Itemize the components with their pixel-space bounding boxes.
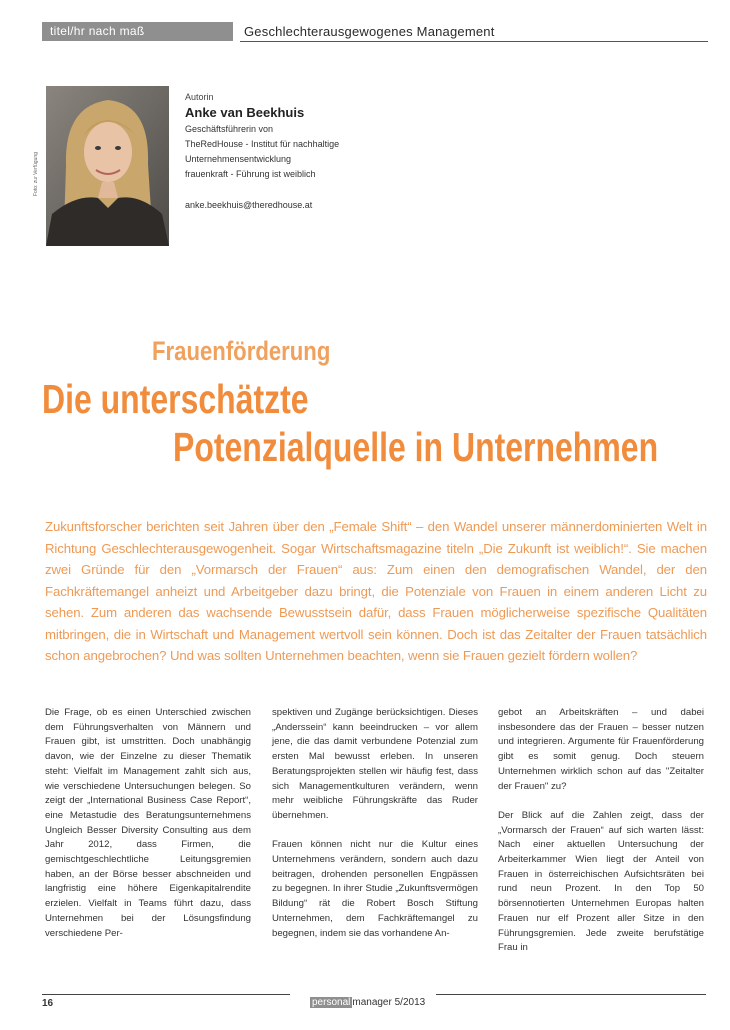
author-initiative: frauenkraft - Führung ist weiblich xyxy=(185,169,316,179)
body-column-1 xyxy=(45,706,251,956)
running-title: Geschlechterausgewogenes Management xyxy=(244,24,495,39)
author-email[interactable]: anke.beekhuis@theredhouse.at xyxy=(185,200,313,210)
kicker: Frauenförderung xyxy=(152,336,331,366)
lead-paragraph: Zukunftsforscher berichten seit Jahren über den „Female Shift“ – den Wandel unserer männerdominierten Welt in Richtung Geschlechterausgewogenheit. Sogar Wirtschaftsmagazine titeln „Die Zukunft ist weiblich!“. Sie machen zwei Gründe für den „Vormarsch der Frauen“ aus: Zum einen den demografischen Wandel, der den Fachkräftemangel anheizt und Arbeitgeber dazu bringt, die Potenziale von Frauen in einem anderen Licht zu sehen. Zum anderen das wachsende Bewusstsein dafür, dass Frauen möglicherweise spezifische Qualitäten mitbringen, die in Wirtschaft und Management wertvoll sein können. Doch ist das Zeitalter der Frauen tatsächlich schon angebrochen? Und was sollten Unternehmen beachten, wenn sie Frauen gezielt fördern wollen? xyxy=(45,519,707,663)
author-institute-cont: Unternehmensentwicklung xyxy=(185,154,292,164)
paragraph: Der Blick auf die Zahlen zeigt, dass der „Vormarsch der Frauen“ auf sich warten lässt: Nach einer aktuellen Untersuchung der Arbeiterkammer Wien liegt der Anteil von Frauen in österreichischen Aufsichtsräten bei rund neun Prozent. In den Top 50 börsennotierten Unternehmen Europas halten Frauen nur elf Prozent aller Sitze in den Führungsgremien. Jede zweite berufstätige Frau in xyxy=(498,809,704,954)
paragraph: gebot an Arbeitskräften – und dabei insbesondere das der Frauen – besser nutzen und integrieren. Argumente für Frauenförderung gibt es somit genug. Doch steuern Unternehmen wirklich schon auf das "Zeitalter der Frauen" zu? xyxy=(498,707,704,792)
author-role: Geschäftsführerin von xyxy=(185,124,274,134)
author-label: Autorin xyxy=(185,92,214,102)
header-rule xyxy=(240,41,708,42)
paragraph: Frauen können nicht nur die Kultur eines Unternehmens verändern, sondern auch dazu beitragen, drohenden personellen Engpässen zu begegnen. In ihrer Studie „Zukunftsvermögen Bildung“ rät die Robert Bosch Stiftung Unternehmen, dem Fachkräftemangel zu begegnen, indem sie das vorhandene An- xyxy=(272,839,478,939)
headline-line1: Die unterschätzte xyxy=(42,376,309,422)
paragraph: spektiven und Zugänge berücksichtigen. Dieses „Anderssein“ kann beeindrucken – vor allem jene, die das damit verbundene Potenzial zum ersten Mal bewusst erleben. In unseren Beratungsprojekten stellen wir häufig fest, dass sich Managementkulturen verändern, wenn mehr weibliche Führungskräfte das Ruder übernehmen. xyxy=(272,707,478,821)
magazine-prefix: personal xyxy=(312,997,351,1008)
author-institute: TheRedHouse - Institut für nachhaltige xyxy=(185,139,340,149)
magazine-issue: manager 5/2013 xyxy=(352,997,426,1008)
portrait-image xyxy=(46,86,169,246)
author-name: Anke van Beekhuis xyxy=(185,105,305,120)
footer-rule-left xyxy=(42,994,290,995)
section-tag: titel/hr nach maß xyxy=(42,22,233,41)
body-column-2 xyxy=(272,706,478,956)
page-number: 16 xyxy=(42,998,54,1009)
footer-rule-right xyxy=(436,994,706,995)
photo-credit: Foto: zur Verfügung xyxy=(33,152,39,196)
paragraph: Die Frage, ob es einen Unterschied zwischen dem Führungsverhalten von Männern und Frauen gibt, ist umstritten. Doch unabhängig davon, wie der Einzelne zu dieser Thematik steht: Vielfalt im Management zahlt sich aus, wie verschiedene Untersuchungen belegen. So zeigt der „International Business Case Report“, eine Metastudie des Beratungsunternehmens Ungleich Besser Diversity Consulting aus dem Jahr 2012, dass Firmen, die gemischtgeschlechtliche Leitungsgremien haben, an der Börse besser abschneiden und langfristig eine höhere Eigenkapitalrendite erzielen. Vielfalt in Teams führt dazu, dass Unternehmen bei der Lösungsfindung verschiedene Per- xyxy=(45,707,251,939)
body-column-3 xyxy=(498,706,704,971)
magazine-name xyxy=(310,997,425,1008)
author-photo xyxy=(46,86,169,246)
headline-line2: Potenzialquelle in Unternehmen xyxy=(173,424,659,470)
